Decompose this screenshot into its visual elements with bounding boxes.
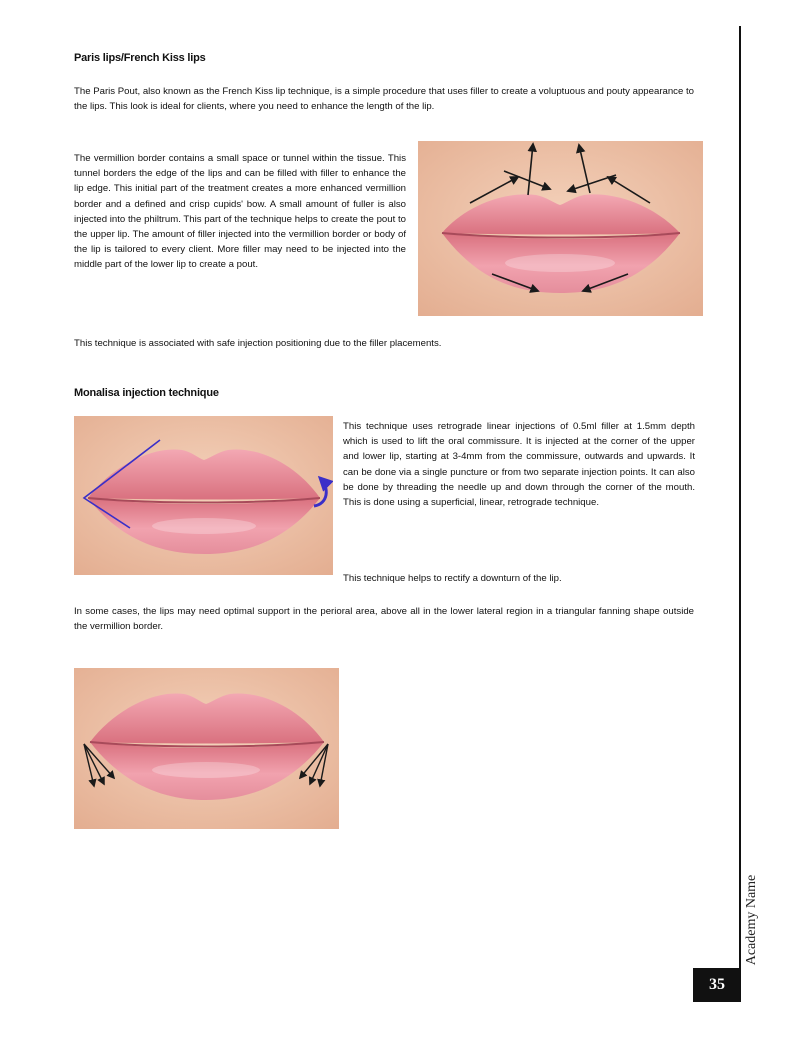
side-rule [739,26,741,996]
section1-intro: The Paris Pout, also known as the French Kiss lip technique, is a simple procedure that uses filler to create a voluptuous and pouty appearance to the lips. This look is ideal for clients, where you need to enhance the length of the lip. [74,86,694,113]
monalisa-lips-photo [74,416,333,575]
paris-lips-photo [418,141,703,316]
academy-name: Academy Name [744,874,759,966]
support-lips-photo [74,668,339,829]
page-number: 35 [693,968,741,1002]
section1-heading: Paris lips/French Kiss lips [74,52,206,64]
section2-body: This technique uses retrograde linear injections of 0.5ml filler at 1.5mm depth which is used to lift the oral commissure. It is injected at the corner of the upper and lower lip, starting at 3-4mm from the commissure, outwards and upwards. It can be done via a single puncture or from two separate injection points. It can also be done by threading the needle up and down through the corner of the mouth. This is done using a superficial, linear, retrograde technique. [343,421,695,509]
section2-heading: Monalisa injection technique [74,387,219,399]
section2-closing: This technique helps to rectify a downturn of the lip. [343,573,562,584]
section2-support: In some cases, the lips may need optimal support in the perioral area, above all in the lower lateral region in a triangular fanning shape outside the vermillion border. [74,606,694,633]
section1-closing: This technique is associated with safe injection positioning due to the filler placements. [74,338,442,349]
section1-body: The vermillion border contains a small space or tunnel within the tissue. This tunnel borders the edge of the lips and can be filled with filler to enhance the lip edge. This initial part of the treatment creates a more enhanced vermillion border and a defined and crisp cupids' bow. A small amount of fuller is also injected into the philtrum. This part of the technique helps to create the pout to the upper lip. The amount of filler injected into the vermillion border or body of the lip is tailored to every client. More filler may need to be injected into the middle part of the lower lip to create a pout. [74,153,406,271]
